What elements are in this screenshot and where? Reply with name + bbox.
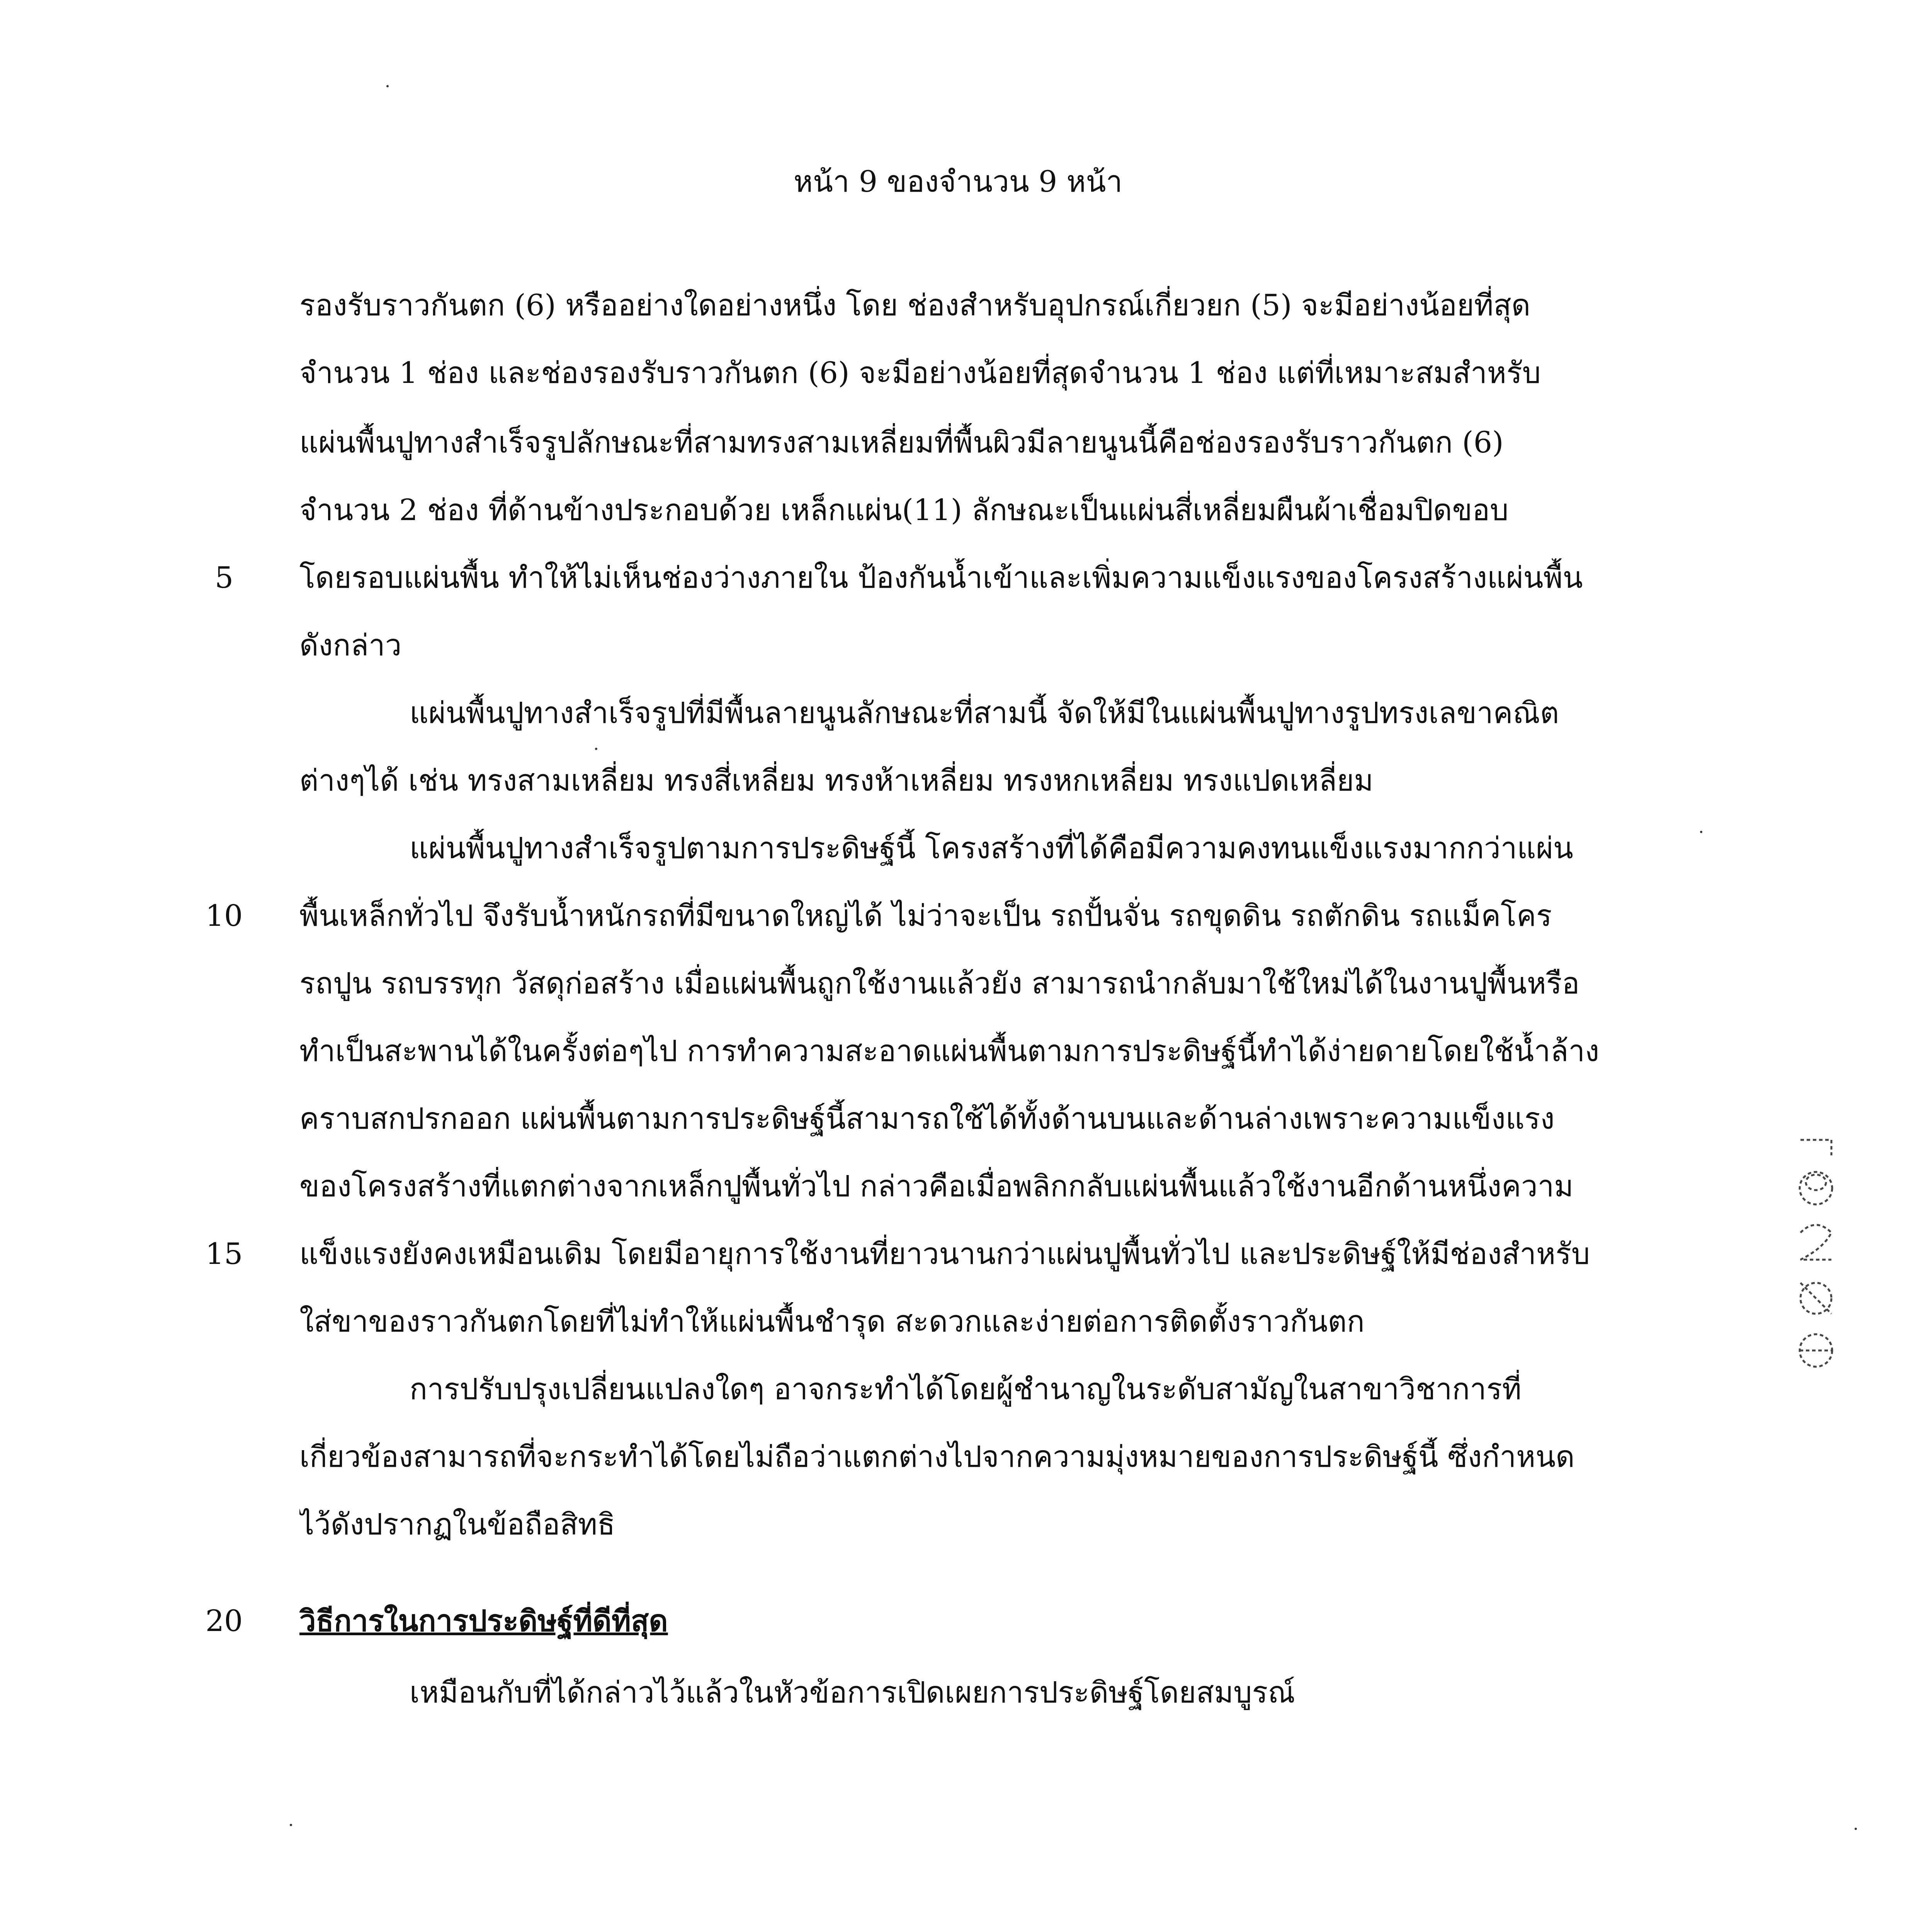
scan-speck: [1700, 831, 1702, 833]
body-line: การปรับปรุงเปลี่ยนแปลงใดๆ อาจกระทำได้โดยผู้ชำนาญในระดับสามัญในสาขาวิชาการที่: [410, 1372, 1522, 1406]
body-line: รถปูน รถบรรทุก วัสดุก่อสร้าง เมื่อแผ่นพื้นถูกใช้งานแล้วยัง สามารถนำกลับมาใช้ใหม่ได้ในงานปูพื้นหรือ: [299, 966, 1580, 1000]
body-line: ไว้ดังปรากฏในข้อถือสิทธิ: [299, 1507, 615, 1541]
section-heading: วิธีการในการประดิษฐ์ที่ดีที่สุด: [299, 1604, 668, 1638]
scan-speck: [290, 1824, 292, 1826]
body-line: พื้นเหล็กทั่วไป จึงรับน้ำหนักรถที่มีขนาดใหญ่ได้ ไม่ว่าจะเป็น รถปั้นจั่น รถขุดดิน รถตักดิน รถแม็คโคร: [299, 898, 1552, 933]
scan-speck: [595, 748, 597, 750]
body-line: ดังกล่าว: [299, 628, 402, 662]
body-line: คราบสกปรกออก แผ่นพื้นตามการประดิษฐ์นี้สามารถใช้ได้ทั้งด้านบนและด้านล่างเพราะความแข็งแรง: [299, 1101, 1555, 1136]
body-line: ทำเป็นสะพานได้ในครั้งต่อๆไป การทำความสะอาดแผ่นพื้นตามการประดิษฐ์นี้ทำได้ง่ายดายโดยใช้น้ำล้าง: [299, 1034, 1600, 1068]
page-stamp: [1793, 1136, 1839, 1383]
line-number: 5: [214, 560, 234, 595]
body-line: ใส่ขาของราวกันตกโดยที่ไม่ทำให้แผ่นพื้นชำรุด สะดวกและง่ายต่อการติดตั้งราวกันตก: [299, 1304, 1365, 1338]
body-line: เหมือนกับที่ได้กล่าวไว้แล้วในหัวข้อการเปิดเผยการประดิษฐ์โดยสมบูรณ์: [410, 1675, 1295, 1709]
body-line: รองรับราวกันตก (6) หรืออย่างใดอย่างหนึ่ง โดย ช่องสำหรับอุปกรณ์เกี่ยวยก (5) จะมีอย่างน้อยที่สุด: [299, 288, 1531, 322]
body-line: จำนวน 1 ช่อง และช่องรองรับราวกันตก (6) จะมีอย่างน้อยที่สุดจำนวน 1 ช่อง แต่ที่เหมาะสมสำหรับ: [299, 355, 1541, 390]
body-line: แผ่นพื้นปูทางสำเร็จรูปลักษณะที่สามทรงสามเหลี่ยมที่พื้นผิวมีลายนูนนี้คือช่องรองรับราวกันตก (6): [299, 425, 1504, 459]
body-line: จำนวน 2 ช่อง ที่ด้านข้างประกอบด้วย เหล็กแผ่น(11) ลักษณะเป็นแผ่นสี่เหลี่ยมผืนผ้าเชื่อมปิดขอบ: [299, 493, 1509, 527]
scan-speck: [386, 85, 389, 87]
line-number: 15: [205, 1236, 243, 1271]
body-line: ต่างๆได้ เช่น ทรงสามเหลี่ยม ทรงสี่เหลี่ยม ทรงห้าเหลี่ยม ทรงหกเหลี่ยม ทรงแปดเหลี่ยม: [299, 763, 1374, 798]
body-line: ของโครงสร้างที่แตกต่างจากเหล็กปูพื้นทั่วไป กล่าวคือเมื่อพลิกกลับแผ่นพื้นแล้วใช้งานอีกด้านหนึ่งความ: [299, 1169, 1574, 1203]
body-line: แข็งแรงยังคงเหมือนเดิม โดยมีอายุการใช้งานที่ยาวนานกว่าแผ่นปูพื้นทั่วไป และประดิษฐ์ให้มีช่องสำหรับ: [299, 1236, 1590, 1271]
line-number: 10: [205, 898, 243, 933]
body-line: แผ่นพื้นปูทางสำเร็จรูปที่มีพื้นลายนูนลักษณะที่สามนี้ จัดให้มีในแผ่นพื้นปูทางรูปทรงเลขาคณิต: [410, 696, 1559, 730]
page-header: หน้า 9 ของจำนวน 9 หน้า: [793, 164, 1123, 199]
body-line: แผ่นพื้นปูทางสำเร็จรูปตามการประดิษฐ์นี้ โครงสร้างที่ได้คือมีความคงทนแข็งแรงมากกว่าแผ่น: [410, 831, 1573, 865]
scan-speck: [1855, 1828, 1857, 1830]
line-number: 20: [205, 1604, 243, 1638]
body-line: เกี่ยวข้องสามารถที่จะกระทำได้โดยไม่ถือว่าแตกต่างไปจากความมุ่งหมายของการประดิษฐ์นี้ ซึ่งกำหนด: [299, 1439, 1575, 1474]
body-line: โดยรอบแผ่นพื้น ทำให้ไม่เห็นช่องว่างภายใน ป้องกันน้ำเข้าและเพิ่มความแข็งแรงของโครงสร้างแผ่นพื้น: [299, 560, 1583, 595]
